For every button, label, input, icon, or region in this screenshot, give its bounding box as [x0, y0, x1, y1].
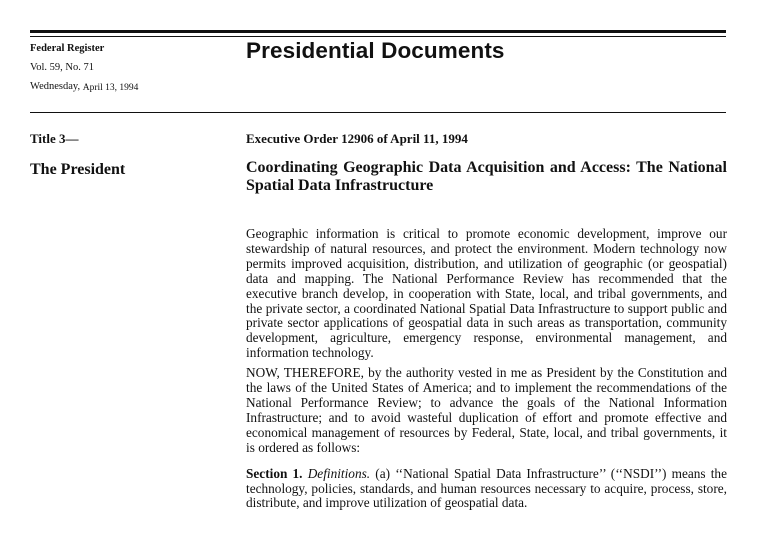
president-label: The President: [30, 161, 126, 178]
section-1-text: (a) ‘‘National Spatial Data Infrastructure’’ (‘‘NSDI’’) means the technology, policies, standards, and human resources necessary to acquire, process, store, distribute, and improve utilization of geospatial data.: [246, 465, 727, 511]
volume-number: Vol. 59, No. 71: [30, 61, 94, 73]
top-thin-rule: [30, 36, 726, 37]
section-1-title: Definitions.: [307, 465, 371, 481]
title-label: Title 3—: [30, 131, 79, 146]
executive-order-label: Executive Order 12906 of April 11, 1994: [246, 131, 468, 146]
paragraph-authority: NOW, THEREFORE, by the authority vested in me as President by the Constitution and the laws of the United States of America; and to implement the recommendations of the National Performance Review; to advance the goals of the National Information Infrastructure; and to avoid wasteful duplication of effort and promote effective and economical management of resources by Federal, State, local, and tribal governments, it is ordered as follows:: [246, 365, 727, 455]
date-stamp: April 13, 1994: [82, 83, 139, 93]
publication-name: Federal Register: [30, 43, 105, 54]
date-prefix: Wednesday,: [30, 81, 81, 92]
executive-order-heading: Coordinating Geographic Data Acquisition and Access: The National Spatial Data Infrastructure: [246, 159, 727, 194]
top-thick-rule: [30, 30, 726, 33]
masthead-info: [30, 44, 230, 93]
section-1-paragraph: [246, 467, 727, 512]
section-1-heading: Section 1.: [246, 465, 303, 481]
paragraph-intro: Geographic information is critical to promote economic development, improve our stewardship of natural resources, and protect the environment. Modern technology now permits improved acquisition, distribution, and utilization of geographic (or geospatial) data and mapping. The National Performance Review has recommended that the executive branch develop, in cooperation with State, local, and tribal governments, and the private sector, a coordinated National Spatial Data Infrastructure to support public and private sector applications of geospatial data in such areas as transportation, community development, agriculture, emergency response, environmental management, and information technology.: [246, 226, 727, 361]
section-title: Presidential Documents: [246, 38, 505, 63]
header-divider: [30, 112, 726, 113]
publication-date: [30, 82, 230, 93]
order-body: [246, 227, 727, 516]
